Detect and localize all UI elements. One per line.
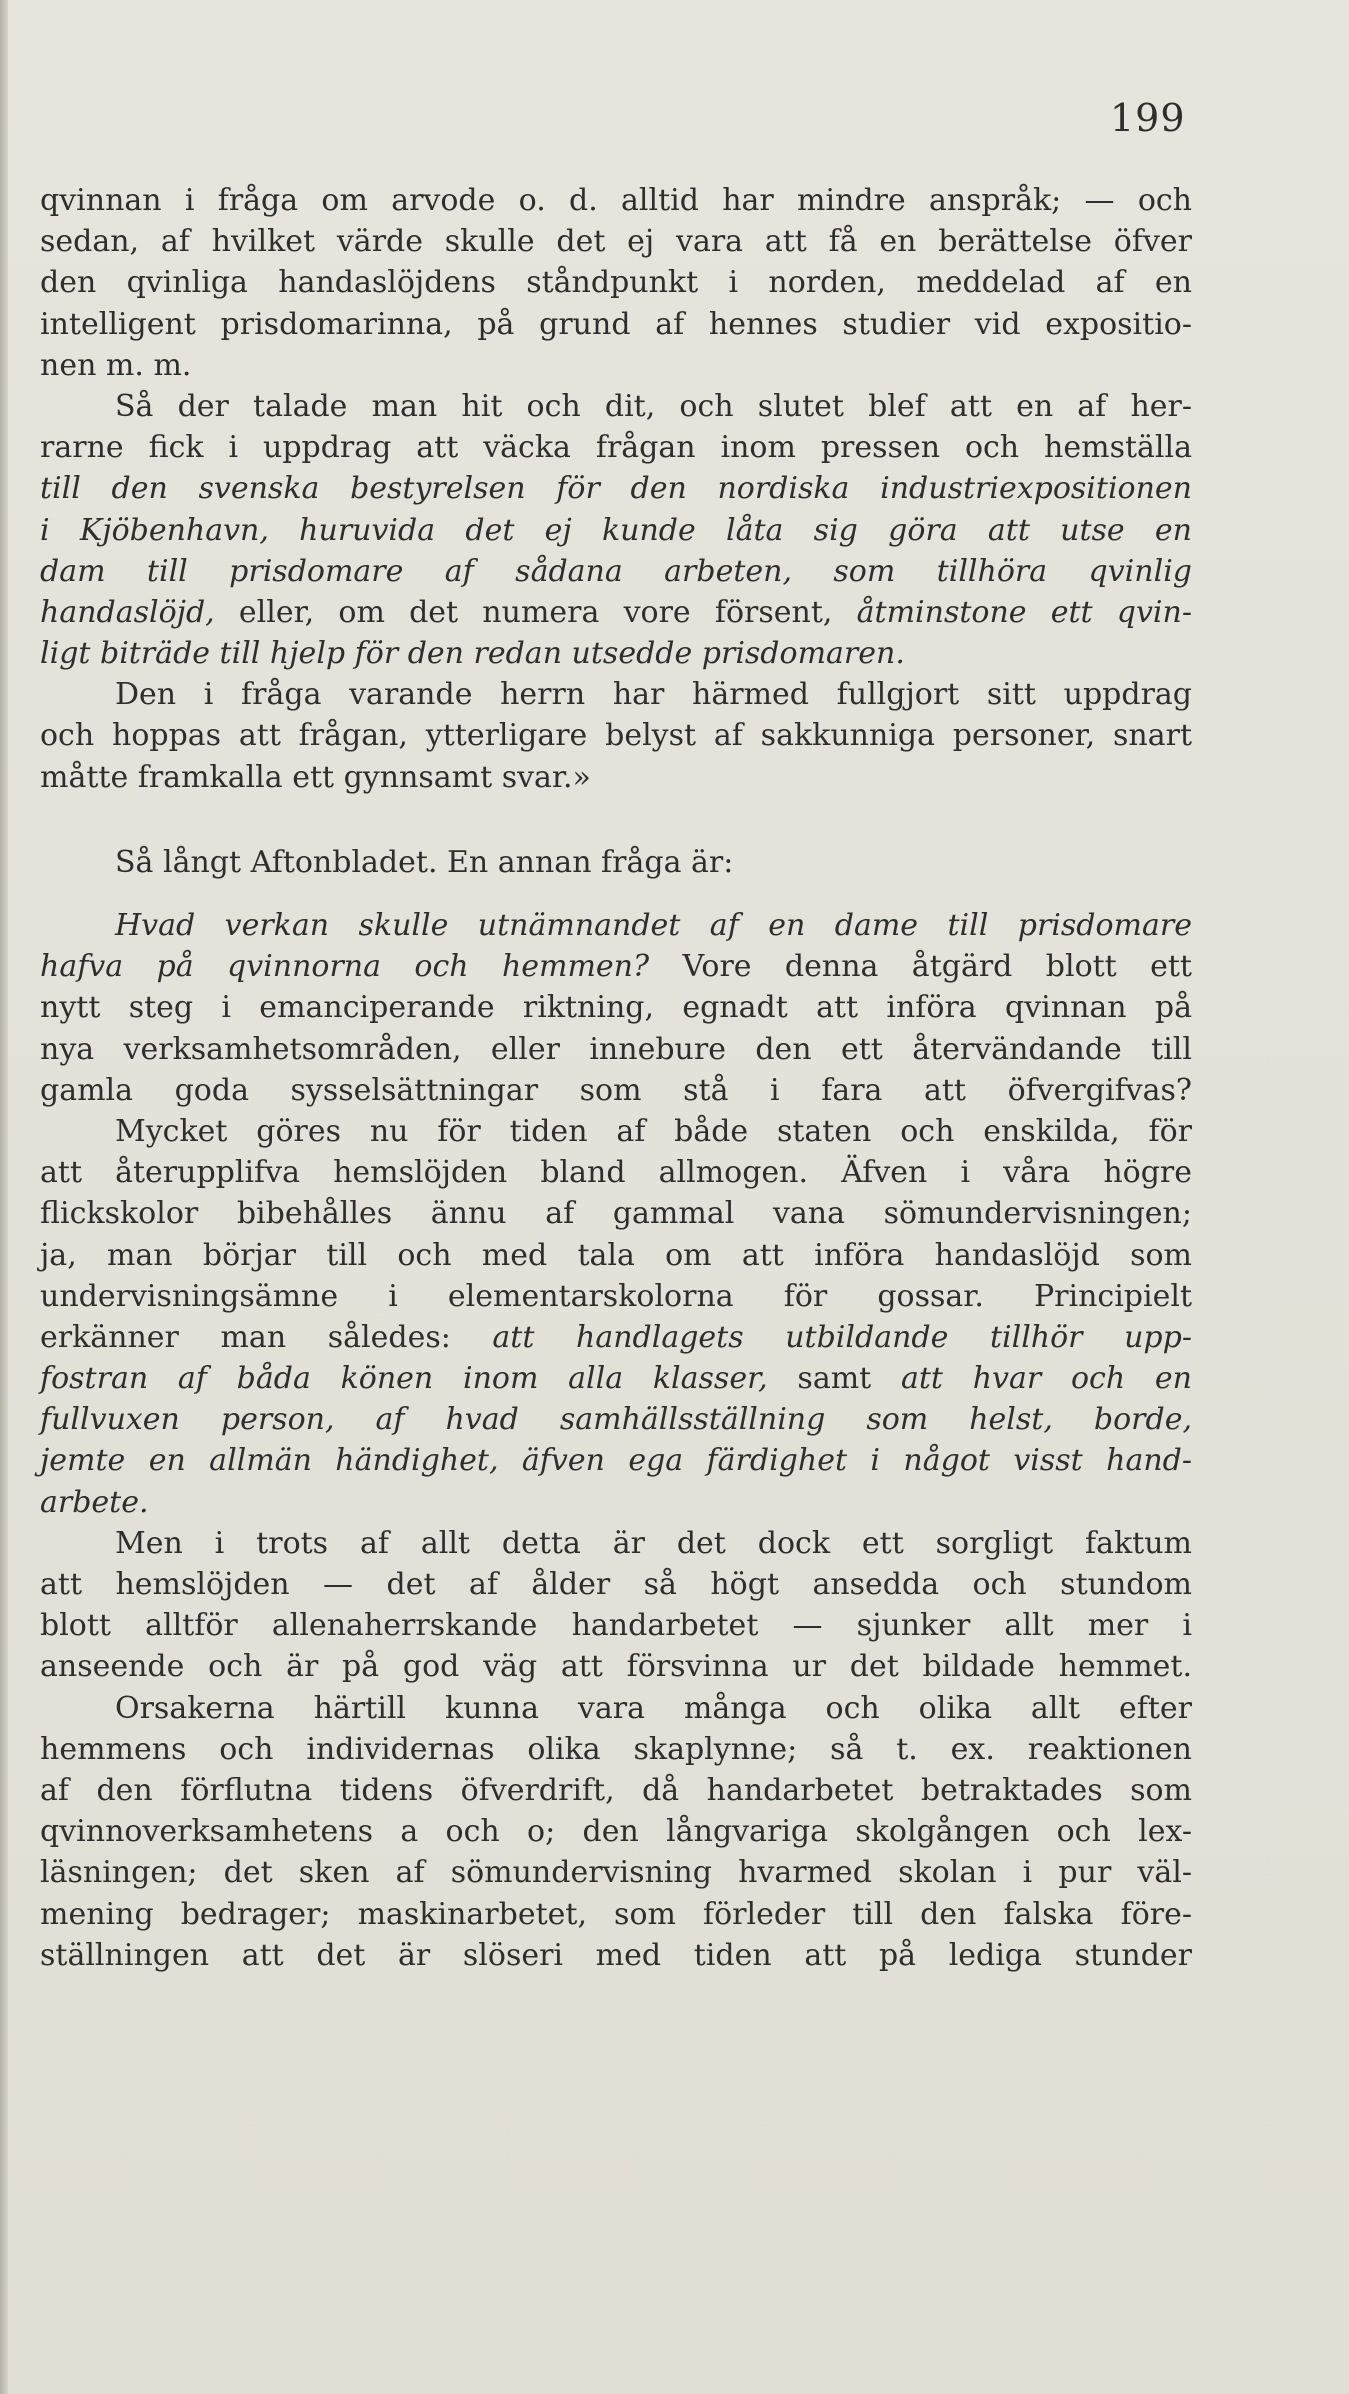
text-line: att återupplifva hemslöjden bland allmogen. Äfven i våra högre	[40, 1155, 1192, 1191]
text-line: intelligent prisdomarinna, på grund af hennes studier vid expositio-	[40, 306, 1192, 342]
italic-phrase: handaslöjd,	[40, 594, 215, 630]
plain-phrase: erkänner man således:	[40, 1319, 451, 1355]
plain-phrase: Vore denna åtgärd blott ett	[682, 949, 1192, 985]
paragraph-start-line: Så der talade man hit och dit, och slutet blef att en af her-	[115, 388, 1192, 424]
text-line: hemmens och individernas olika skaplynne; så t. ex. reaktionen	[40, 1731, 1192, 1767]
text-line: rarne fick i uppdrag att väcka frågan inom pressen och hemställa	[40, 430, 1192, 466]
text-line-mixed	[40, 946, 1192, 987]
plain-phrase: samt	[797, 1361, 872, 1397]
text-line: blott alltför allenaherrskande handarbetet — sjunker allt mer i	[40, 1608, 1192, 1644]
text-line-italic: dam till prisdomare af sådana arbeten, som tillhöra qvinlig	[40, 553, 1192, 589]
text-line-italic: Hvad verkan skulle utnämnandet af en dame till prisdomare	[115, 908, 1192, 943]
text-line: och hoppas att frågan, ytterligare belyst af sakkunniga personer, snart	[40, 718, 1192, 754]
italic-phrase: åtminstone ett qvin-	[856, 594, 1192, 630]
paragraph-start-line: Den i fråga varande herrn har härmed fullgjort sitt uppdrag	[115, 677, 1192, 713]
text-line: undervisningsämne i elementarskolorna för gossar. Principielt	[40, 1278, 1192, 1314]
text-line: ja, man börjar till och med tala om att införa handaslöjd som	[40, 1237, 1192, 1273]
text-line: nytt steg i emanciperande riktning, egnadt att införa qvinnan på	[40, 990, 1192, 1026]
text-line-italic: ligt biträde till hjelp för den redan utsedde prisdomaren.	[40, 636, 905, 672]
page-number: 199	[1110, 96, 1186, 140]
text-line-italic: fullvuxen person, af hvad samhällsställning som helst, borde,	[40, 1402, 1192, 1438]
text-line: måtte framkalla ett gynnsamt svar.»	[40, 759, 591, 795]
paragraph-start-line: Men i trots af allt detta är det dock ett sorgligt faktum	[115, 1525, 1192, 1561]
italic-phrase: hafva på qvinnorna och hemmen?	[40, 949, 650, 985]
text-line: nya verksamhetsområden, eller innebure den ett återvändande till	[40, 1031, 1192, 1067]
text-line: den qvinliga handaslöjdens ståndpunkt i norden, meddelad af en	[40, 265, 1192, 301]
paragraph-start-line: Så långt Aftonbladet. En annan fråga är:	[115, 844, 734, 880]
text-line: nen m. m.	[40, 347, 192, 383]
text-line-mixed	[40, 1358, 1192, 1399]
text-line: att hemslöjden — det af ålder så högt ansedda och stundom	[40, 1567, 1192, 1602]
text-line-italic: i Kjöbenhavn, huruvida det ej kunde låta sig göra att utse en	[40, 512, 1192, 548]
text-line: flickskolor bibehålles ännu af gammal vana sömundervisningen;	[40, 1196, 1192, 1232]
paragraph-start-line: Mycket göres nu för tiden af både staten och enskilda, för	[115, 1113, 1192, 1149]
text-line-italic: jemte en allmän händighet, äfven ega färdighet i något visst hand-	[40, 1443, 1192, 1479]
text-line: mening bedrager; maskinarbetet, som förleder till den falska före-	[40, 1896, 1192, 1932]
italic-phrase: att handlagets utbildande tillhör upp-	[492, 1319, 1192, 1355]
text-line: af den förflutna tidens öfverdrift, då handarbetet betraktades som	[40, 1772, 1192, 1808]
text-line: sedan, af hvilket värde skulle det ej vara att få en berättelse öfver	[40, 224, 1192, 260]
page-body-text	[40, 180, 1192, 1976]
italic-phrase: att hvar och en	[900, 1361, 1192, 1397]
plain-phrase: eller, om det numera vore försent,	[238, 594, 833, 630]
text-line: läsningen; det sken af sömundervisning hvarmed skolan i pur väl-	[40, 1855, 1192, 1891]
italic-phrase: fostran af båda könen inom alla klasser,	[40, 1361, 768, 1397]
page-edge-shadow	[0, 0, 8, 2394]
paragraph-gap	[40, 883, 1192, 905]
text-line: anseende och är på god väg att försvinna ur det bildade hemmet.	[40, 1649, 1192, 1685]
text-line-italic: arbete.	[40, 1484, 149, 1520]
text-line: qvinnoverksamhetens a och o; den långvariga skolgången och lex-	[40, 1814, 1192, 1850]
text-line-italic: till den svenska bestyrelsen för den nordiska industriexpositionen	[40, 471, 1192, 507]
paragraph-gap	[40, 798, 1192, 842]
paragraph-start-line: Orsakerna härtill kunna vara många och olika allt efter	[115, 1690, 1192, 1726]
text-line: qvinnan i fråga om arvode o. d. alltid har mindre anspråk; — och	[40, 183, 1192, 218]
text-line: ställningen att det är slöseri med tiden att på lediga stunder	[40, 1937, 1192, 1973]
text-line: gamla goda sysselsättningar som stå i fara att öfvergifvas?	[40, 1072, 1192, 1108]
text-line-mixed	[40, 1317, 1192, 1358]
text-line-mixed	[40, 592, 1192, 633]
